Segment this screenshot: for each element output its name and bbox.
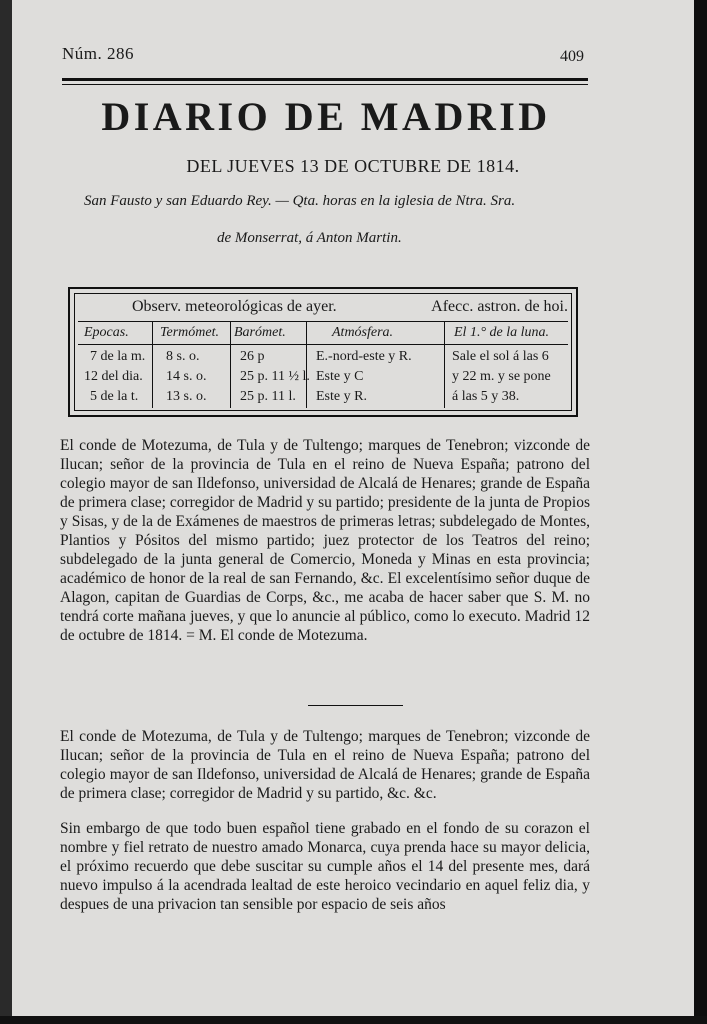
issue-date: DEL JUEVES 13 DE OCTUBRE DE 1814. — [186, 156, 520, 176]
column-header-barometro: Barómet. — [234, 325, 286, 340]
newspaper-title: DIARIO DE MADRID — [101, 94, 551, 139]
row1-atmosfera: E.-nord-este y R. — [316, 349, 412, 364]
weather-title: Observ. meteorológicas de ayer. — [132, 298, 337, 315]
column-divider — [306, 322, 307, 408]
row1-termometro: 8 s. o. — [166, 349, 200, 364]
sunset-line: y 22 m. y se pone — [452, 369, 551, 384]
saints-of-day-line2: de Monserrat, á Anton Martin. — [217, 230, 402, 246]
column-header-termometro: Termómet. — [160, 325, 219, 340]
row2-barometro: 25 p. 11 ½ l. — [240, 369, 310, 384]
newspaper-page — [12, 0, 694, 1018]
astronomy-title: Afecc. astron. de hoi. — [431, 298, 568, 315]
sunrise-line: Sale el sol á las 6 — [452, 349, 549, 364]
page-number: 409 — [560, 48, 584, 65]
row3-atmosfera: Este y R. — [316, 389, 367, 404]
page-edge-shadow — [694, 0, 707, 1024]
row3-barometro: 25 p. 11 l. — [240, 389, 296, 404]
article-royal-court-notice: El conde de Motezuma, de Tula y de Tultengo; marques de Tenebron; vizconde de Ilucan; señor de la provincia de Tula en el reino de Nueva España; patrono del colegio mayor de san Ildefonso, universidad de Alcalá de Henares; grande de España de primera clase; corregidor de Madrid y su partido; presidente de la junta de Propios y Sisas, y de la de Exámenes de maestros de primeras letras; subdelegado de Montes, Plantios y Pósitos del mismo partido; juez protector de los Teatros del reino; subdelegado de la junta general de Comercio, Moneda y Minas en esta provincia; académico de honor de la real de san Fernando, &c. El excelentísimo señor duque de Alagon, capitan de Guardias de Corps, &c., me acaba de hacer saber que S. M. no tendrá corte mañana jueves, y que lo anuncie al público, como lo executo. Madrid 12 de octubre de 1814. = M. El conde de Motezuma. — [60, 437, 590, 644]
column-header-luna: El 1.° de la luna. — [454, 325, 550, 340]
article-second-notice-header: El conde de Motezuma, de Tula y de Tultengo; marques de Tenebron; vizconde de Ilucan; señor de la provincia de Tula en el reino de Nueva España; patrono del colegio mayor de san Ildefonso, universidad de Alcalá de Henares; grande de España de primera clase; corregidor de Madrid y su partido, &c. &c. — [60, 728, 590, 802]
header-rule-thick — [62, 78, 588, 81]
column-divider — [444, 322, 445, 408]
row3-epoca: 5 de la t. — [90, 389, 139, 404]
row2-atmosfera: Este y C — [316, 369, 364, 384]
row1-epoca: 7 de la m. — [90, 349, 146, 364]
column-header-epocas: Epocas. — [84, 325, 129, 340]
sunset-time-line: á las 5 y 38. — [452, 389, 520, 404]
row3-termometro: 13 s. o. — [166, 389, 207, 404]
page-bottom-shadow — [0, 1016, 707, 1024]
row2-termometro: 14 s. o. — [166, 369, 207, 384]
row2-epoca: 12 del dia. — [84, 369, 143, 384]
header-rule-thin — [62, 84, 588, 85]
column-divider — [152, 322, 153, 408]
article-separator — [308, 705, 403, 706]
saints-of-day-line1: San Fausto y san Eduardo Rey. — Qta. horas en la iglesia de Ntra. Sra. — [84, 193, 516, 209]
issue-number: Núm. 286 — [62, 44, 134, 63]
column-header-atmosfera: Atmósfera. — [332, 325, 394, 340]
article-second-notice-body: Sin embargo de que todo buen español tiene grabado en el fondo de su corazon el nombre y fiel retrato de nuestro amado Monarca, cuya prenda hace su mayor delicia, el próximo recuerdo que debe suscitar su cumple años el 14 del presente mes, dará nuevo impulso á la acendrada lealtad de este heroico vecindario en aquel feliz dia, y despues de una privacion tan sensible por espacio de seis años — [60, 820, 590, 913]
weather-table — [68, 287, 578, 417]
column-divider — [230, 322, 231, 408]
row1-barometro: 26 p — [240, 349, 265, 364]
